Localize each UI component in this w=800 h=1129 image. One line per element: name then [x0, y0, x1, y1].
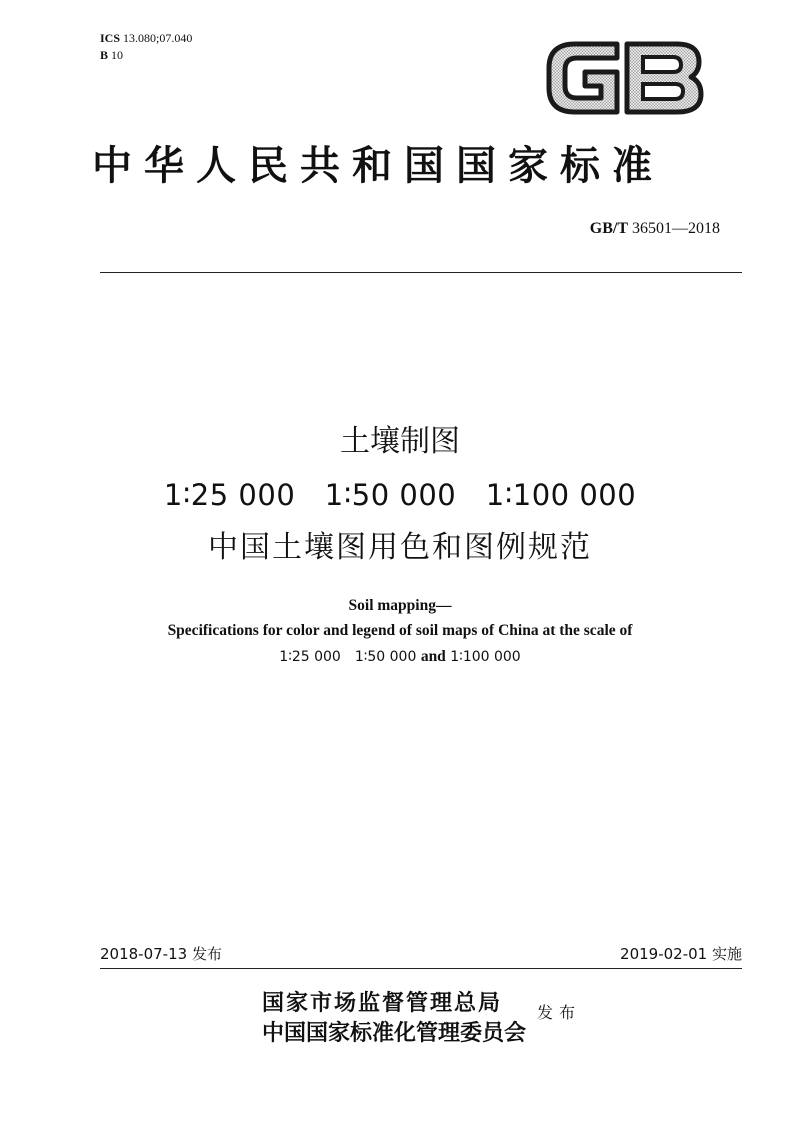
standard-code: 36501—2018	[632, 220, 720, 237]
chinese-title-line-3: 中国土壤图用色和图例规范	[208, 530, 592, 565]
issuer-samr: 国家市场监督管理总局	[262, 990, 503, 1016]
top-divider	[100, 272, 742, 273]
english-scales-last: 1∶100 000	[450, 649, 521, 665]
bottom-divider	[100, 968, 742, 969]
english-title-scales	[0, 646, 800, 668]
english-title-line-2: Specifications for color and legend of soil maps of China at the scale of	[167, 622, 633, 639]
ics-label: ICS	[100, 31, 121, 45]
english-scales-first: 1∶25 000 1∶50 000	[279, 649, 417, 665]
ics-code: 13.080;07.040	[123, 31, 193, 45]
publish-label: 发布	[537, 1003, 582, 1022]
ccs-label: B	[100, 48, 109, 62]
chinese-title-scales: 1∶25 000 1∶50 000 1∶100 000	[163, 478, 637, 512]
issue-date: 2018-07-13 发布	[100, 945, 222, 963]
chinese-title-line-1: 土壤制图	[340, 424, 460, 459]
ics-line	[100, 30, 192, 47]
ccs-code: 10	[111, 48, 124, 62]
standard-prefix: GB/T	[589, 220, 628, 237]
english-title-line-1: Soil mapping—	[348, 597, 452, 614]
standard-number	[590, 218, 720, 240]
english-and: and	[420, 648, 446, 665]
issuing-organizations	[262, 988, 526, 1048]
classification-codes	[100, 30, 192, 64]
implementation-date: 2019-02-01 实施	[620, 945, 742, 963]
issuer-sac: 中国国家标准化管理委员会	[262, 1020, 527, 1046]
national-standard-title: 中华人民共和国国家标准	[92, 143, 664, 189]
gb-logo	[545, 38, 705, 118]
ccs-line	[100, 47, 192, 64]
